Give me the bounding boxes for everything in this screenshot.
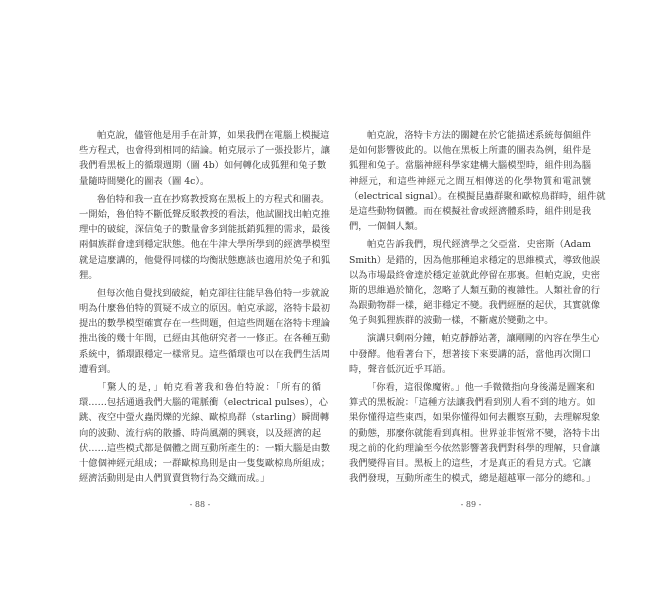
text-line: 以為市場最終會達於穩定並就此停留在那裏。但帕克說，史密 — [349, 269, 601, 281]
text-line: 中發酵。他看著台下，想著接下來要講的話，當他再次開口 — [349, 348, 591, 360]
text-line: 兔子與狐狸族群的波動一樣，不斷處於變動之中。 — [349, 315, 554, 327]
text-line: Smith）是錯的，因為他那種追求穩定的思維模式，導致他誤 — [349, 254, 601, 266]
text-line: 是這些動物個體。而在模擬社會或經濟體系時，組件則是我 — [349, 205, 591, 217]
text-line: 推出後的幾十年間，已經由其他研究者一一修正。在各種互動 — [79, 333, 331, 345]
text-line: 系統中，循環跟穩定一樣常見。這些循環也可以在我們生活周 — [79, 348, 331, 360]
text-line: 我們看黑板上的循環週期（圖 4b）如何轉化成狐狸和兔子數 — [79, 160, 327, 172]
text-line: 「你看，這很像魔術。」他一手微微指向身後滿是圖案和 — [367, 382, 595, 393]
text-line: 我們發現，互動所產生的模式，總是超越單一部分的總和。」 — [349, 473, 596, 485]
text-line: 明為什麼魯伯特的質疑不成立的原因。帕克承認，洛特卡最初 — [79, 303, 331, 315]
text-line: 帕克告訴我們，現代經濟學之父亞當．史密斯（Adam — [367, 239, 591, 251]
paragraph — [349, 128, 606, 234]
right-page-text — [349, 128, 606, 489]
text-line: 的動態，那麼你就能看到真相。世界並非恆常不變，洛特卡出 — [349, 427, 601, 439]
paragraph — [79, 192, 331, 283]
text-line: 跳、夜空中螢火蟲閃爍的光線、歐椋鳥群（starling）瞬間轉 — [79, 412, 330, 424]
text-line: 些方程式，也會得到相同的結論。帕克展示了一張投影片，讓 — [79, 145, 331, 157]
paragraph — [349, 380, 601, 486]
text-line: 魯伯特和我一直在抄寫教授寫在黑板上的方程式和圖表。 — [97, 193, 330, 205]
text-line: 演講只剩兩分鐘，帕克靜靜站著，讓剛剛的內容在學生心 — [367, 333, 600, 345]
text-line: 向的波動、流行病的散播、時尚風潮的興衰，以及經濟的起 — [79, 427, 321, 439]
text-line: 帕克說，儘管他是用手在計算，如果我們在電腦上模擬這 — [97, 130, 330, 141]
paragraph — [79, 128, 331, 189]
text-line: 為跟動物群一樣，絕非穩定不變。我們經歷的起伏，其實就像 — [349, 300, 601, 312]
text-line: 就是這麼講的，他覺得同樣的均衡狀態應該也適用於兔子和狐 — [79, 254, 331, 266]
text-line: 帕克說，洛特卡方法的關鍵在於它能描述系統每個組件 — [367, 130, 591, 141]
text-line: 一開始，魯伯特不斷低聲反駁教授的看法，他試圖找出帕克推 — [79, 208, 331, 220]
paragraph — [349, 237, 601, 328]
text-line: 時，聲音低沉近乎耳語。 — [349, 363, 452, 375]
right-page-number: - 89 - — [460, 500, 482, 509]
text-line: 算式的黑板說：「這種方法讓我們看到別人看不到的地方。如 — [349, 397, 596, 409]
text-line: 是如何影響彼此的。以他在黑板上所畫的圖表為例，組件是 — [349, 145, 591, 157]
text-line: （electrical signal）。在模擬昆蟲群聚和歐椋鳥群時，組件就 — [349, 190, 606, 202]
text-line: 遭看到。 — [79, 363, 117, 375]
text-line: 環……包括通過我們大腦的電脈衝（electrical pulses），心 — [79, 397, 328, 409]
left-page-text — [79, 128, 331, 489]
text-line: 經濟活動則是由人們買賣貨物行為交織而成。」 — [79, 473, 270, 485]
text-line: 狐狸和兔子。當腦神經科學家建構大腦模型時，組件則為腦 — [349, 160, 591, 172]
text-line: 現之前的化約理論至今依然影響著我們對科學的理解，只會讓 — [349, 442, 601, 454]
text-line: 們，一個個人類。 — [349, 221, 424, 233]
text-line: 斯的思維過於簡化，忽略了人類互動的複雜性。人類社會的行 — [349, 284, 601, 296]
text-line: 十億個神經元組成；一群歐椋鳥則是由一隻隻歐椋鳥所組成； — [79, 457, 331, 469]
text-line: 理中的破綻，深信兔子的數量會多到能抵銷狐狸的需求，最後 — [79, 224, 331, 236]
paragraph — [79, 286, 331, 377]
text-line: 但每次他自覺找到破綻，帕克卻往往能早魯伯特一步就說 — [97, 287, 330, 299]
text-line: 果你懂得這些東西，如果你懂得如何去觀察互動，去理解現象 — [349, 412, 601, 424]
text-line: 兩個族群會達到穩定狀態。他在牛津大學所學到的經濟學模型 — [79, 239, 331, 251]
left-page-number: - 88 - — [189, 500, 211, 509]
text-line: 提出的數學模型確實存在一些問題，但這些問題在洛特卡理論 — [79, 318, 331, 330]
text-line: 伏……這些模式都是個體之間互動所產生的：一顆大腦是由數 — [79, 442, 331, 454]
text-line: 「驚人的是，」帕克看著我和魯伯特說：「所有的循 — [97, 382, 321, 393]
paragraph — [79, 380, 331, 486]
paragraph — [349, 331, 600, 377]
text-line: 我們變得盲目。黑板上的這些，才是真正的看見方式。它讓 — [349, 457, 591, 469]
text-line: 神經元，和這些神經元之間互相傳送的化學物質和電訊號 — [349, 175, 591, 187]
text-line: 狸。 — [79, 269, 98, 281]
text-line: 量隨時間變化的圖表（圖 4c）。 — [79, 175, 210, 187]
